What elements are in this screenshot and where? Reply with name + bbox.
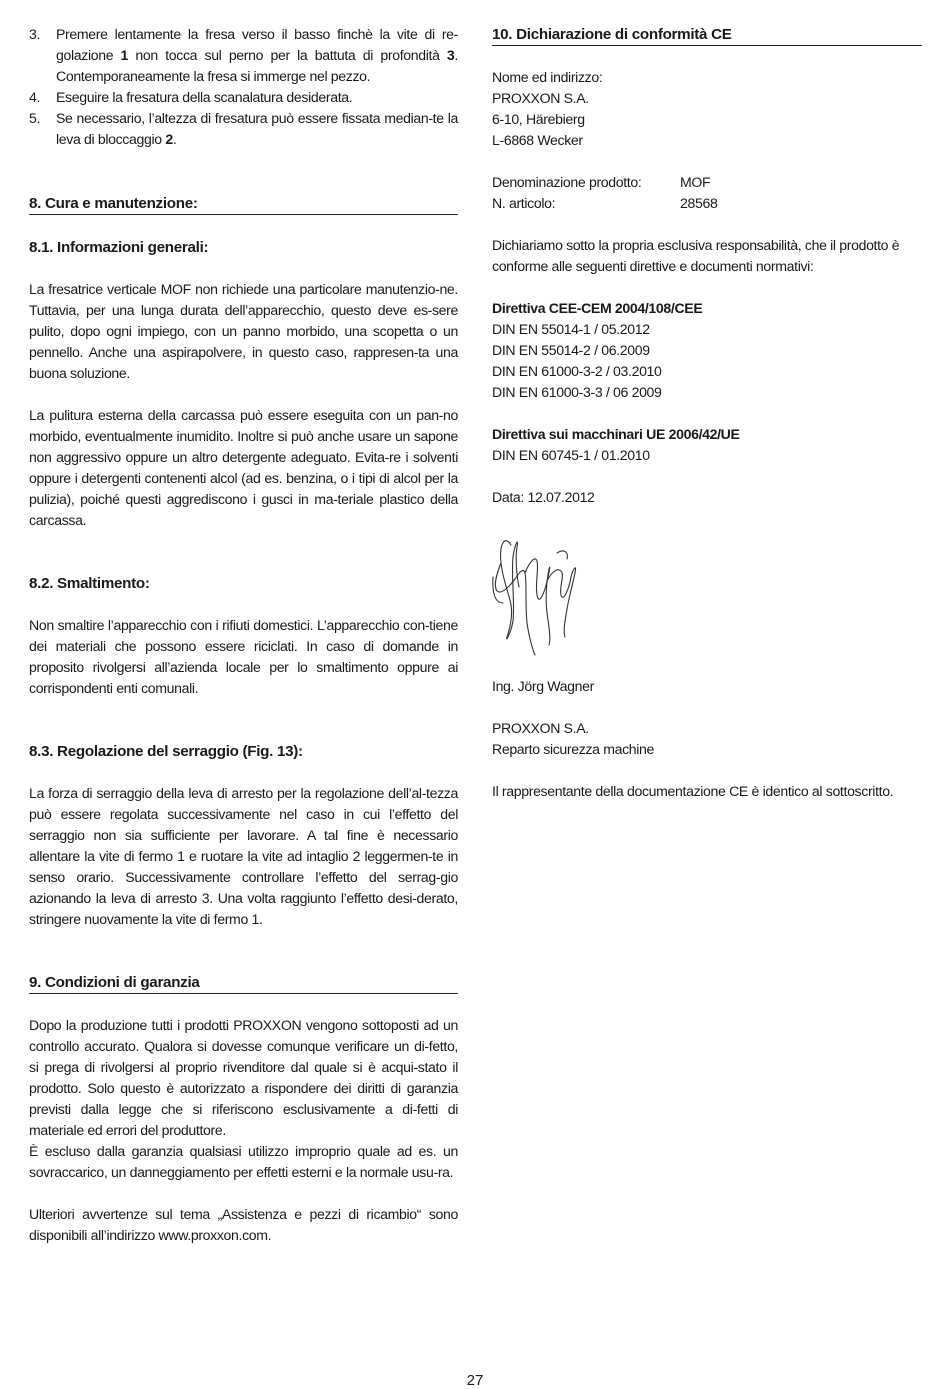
step-number: 3. <box>29 26 41 42</box>
section-8-heading: 8. Cura e manutenzione: <box>29 193 458 215</box>
company-name: PROXXON S.A. <box>492 720 589 736</box>
section-9-paragraph-1: Dopo la produzione tutti i prodotti PROXXON vengono sottoposti ad un controllo accurato. Qualora si dovesse comunque verificare un di-fetto, si prega di rivolgersi al proprio rivenditore dal quale si è acqui-stato il prodotto. Solo questo è autorizzato a rispondere dei diritti di garanzia previsti dalla legge che si riferiscono esclusivamente a di-fetti di materiale ed errori del produttore. <box>29 1017 458 1138</box>
representative-note: Il rappresentante della documentazione CE è identico al sottoscritto. <box>492 783 894 799</box>
emc-standard: DIN EN 61000-3-2 / 03.2010 <box>492 363 662 379</box>
section-8-1-paragraph-2: La pulitura esterna della carcassa può essere eseguita con un pan-no morbido, eventualmente inumidito. Inoltre si può anche usare un sapone non aggressivo oppure un altro detergente adeguato. Evita-re i solventi oppure i detergenti contenenti alcol (ad es. benzina, o i tipi di alcol per la pulizia), poiché questi aggrediscono i gusci in ma-teriale plastico della carcassa. <box>29 407 458 528</box>
section-8-2-paragraph: Non smaltire l’apparecchio con i rifiuti domestici. L’apparecchio con-tiene dei materiali che possono essere riciclati. In caso di domande in proposito rivolgersi all’azienda locale per lo smaltimento oppure ai corrispondenti enti comunali. <box>29 617 458 696</box>
section-8-1-heading: 8.1. Informazioni generali: <box>29 239 209 256</box>
emc-standard: DIN EN 61000-3-3 / 06 2009 <box>492 384 662 400</box>
section-9-heading: 9. Condizioni di garanzia <box>29 972 458 994</box>
emc-directive-title: Direttiva CEE-CEM 2004/108/CEE <box>492 300 703 316</box>
section-10-heading: 10. Dichiarazione di conformità CE <box>492 24 922 46</box>
emc-standard: DIN EN 55014-1 / 05.2012 <box>492 321 650 337</box>
machinery-directive-title: Direttiva sui macchinari UE 2006/42/UE <box>492 426 740 442</box>
emc-standard: DIN EN 55014-2 / 06.2009 <box>492 342 650 358</box>
address-line: L-6868 Wecker <box>492 132 583 148</box>
address-line: PROXXON S.A. <box>492 90 589 106</box>
section-8-3-heading: 8.3. Regolazione del serraggio (Fig. 13): <box>29 743 303 760</box>
step-4: 4. Eseguire la fresatura della scanalatura desiderata. <box>29 87 458 108</box>
section-8-3-paragraph: La forza di serraggio della leva di arresto per la regolazione dell’al-tezza può essere regolata successivamente nel caso in cui l’effetto del serraggio non sia sufficiente per lavorare. A tal fine è necessario allentare la vite di fermo 1 e ruotare la vite ad intaglio 2 leggermen-te in senso orario. Successivamente controllare l’effetto del serrag-gio azionando la leva di arresto 3. Una volta raggiunto l’effetto desi-derato, stringere nuovamente la vite di fermo 1. <box>29 785 458 927</box>
section-8-1-paragraph-1: La fresatrice verticale MOF non richiede una particolare manutenzio-ne. Tuttavia, per una lunga durata dell’apparecchio, questo deve es-sere pulito, dopo ogni impiego, con un panno morbido, una scopetta o un pennello. Anche una aspirapolvere, in questo caso, rappresen-ta una buona soluzione. <box>29 281 458 381</box>
step-number: 4. <box>29 89 41 105</box>
section-8-2-heading: 8.2. Smaltimento: <box>29 575 150 592</box>
article-number-row: N. articolo: 28568 <box>492 195 718 211</box>
left-column <box>29 24 458 1246</box>
section-9-paragraph-3: Ulteriori avvertenze sul tema „Assistenza e pezzi di ricambio“ sono disponibili all’indirizzo www.proxxon.com. <box>29 1206 458 1243</box>
section-9-paragraph-2: È escluso dalla garanzia qualsiasi utilizzo improprio quale ad es. un sovraccarico, un danneggiamento per effetti esterni e la normale usu-ra. <box>29 1143 458 1180</box>
right-column <box>492 24 922 802</box>
product-name-row: Denominazione prodotto: MOF <box>492 174 711 190</box>
step-number: 5. <box>29 110 41 126</box>
address-label: Nome ed indirizzo: <box>492 69 603 85</box>
step-5: 5. Se necessario, l’altezza di fresatura può essere fissata median-te la leva di bloccaggio 2. <box>29 110 458 147</box>
department-name: Reparto sicurezza machine <box>492 741 655 757</box>
procedure-steps <box>29 24 458 150</box>
handwritten-signature <box>489 533 584 659</box>
step-3: 3. Premere lentamente la fresa verso il basso finchè la vite di re-golazione 1 non tocca sul perno per la battuta di profondità 3. Contemporaneamente la fresa si immerge nel pezzo. <box>29 26 458 84</box>
page-number: 27 <box>466 1372 484 1389</box>
declaration-date: Data: 12.07.2012 <box>492 489 595 505</box>
address-line: 6-10, Härebierg <box>492 111 585 127</box>
machinery-standard: DIN EN 60745-1 / 01.2010 <box>492 447 650 463</box>
declaration-text: Dichiariamo sotto la propria esclusiva responsabilità, che il prodotto è conforme alle seguenti direttive e documenti normativi: <box>492 237 900 274</box>
signer-name: Ing. Jörg Wagner <box>492 678 594 694</box>
